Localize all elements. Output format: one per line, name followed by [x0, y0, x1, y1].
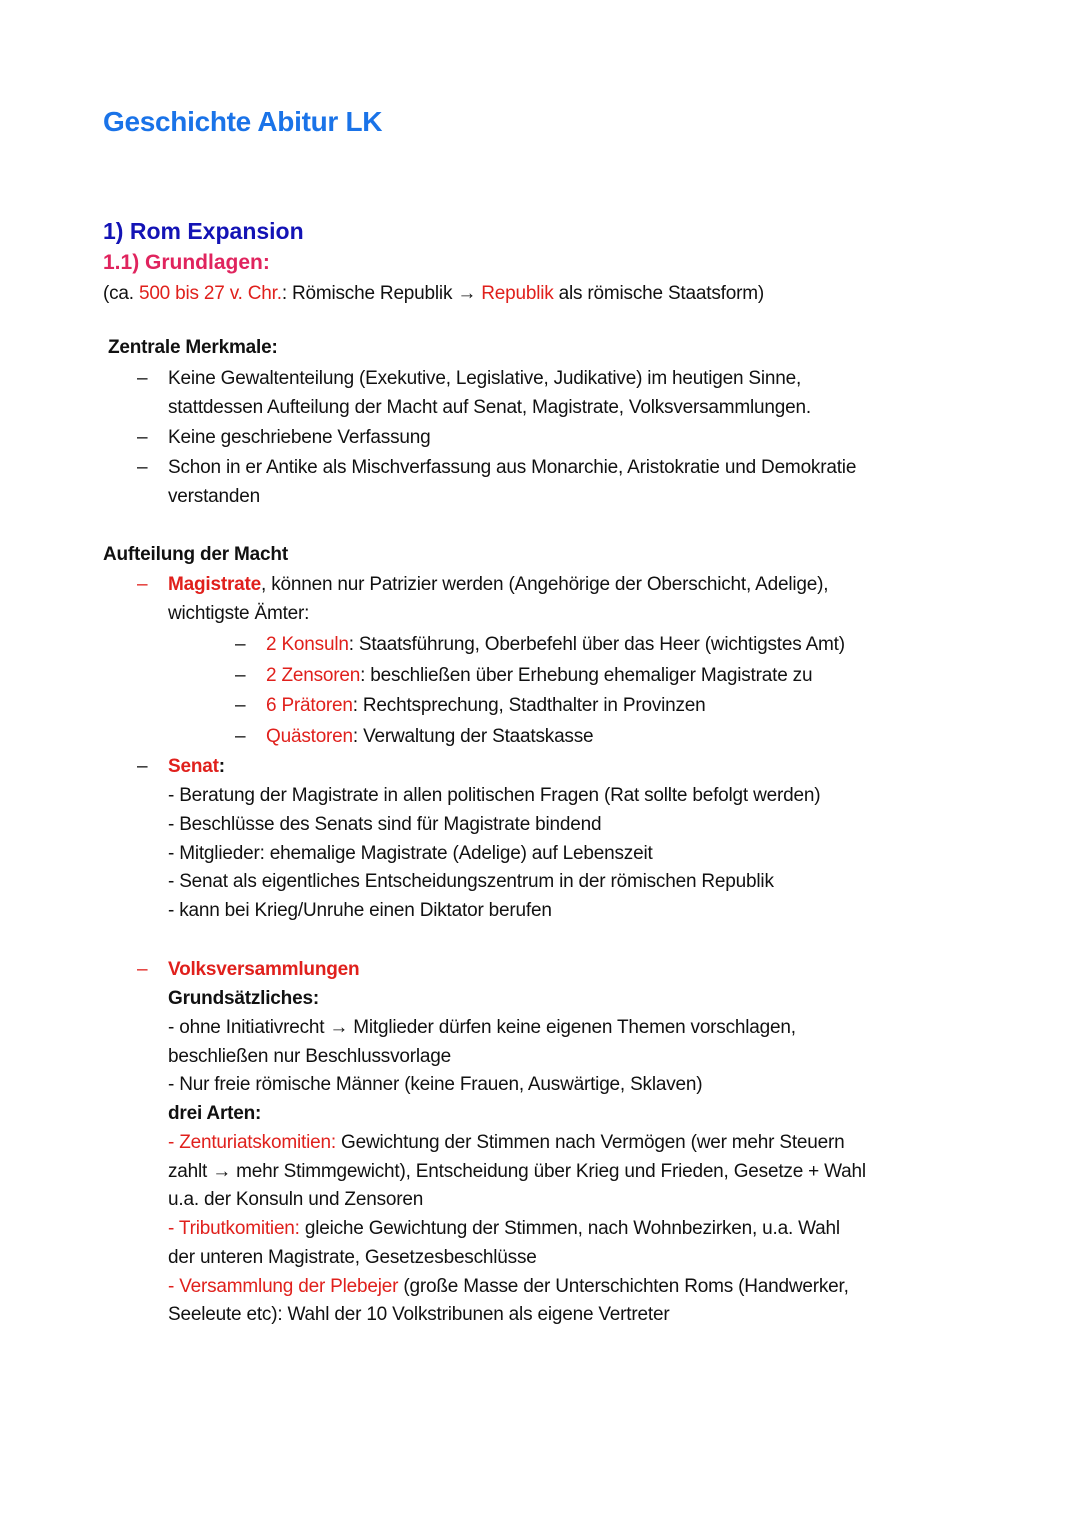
magistrate-line: Magistrate, können nur Patrizier werden (Angehörige der Oberschicht, Adelige),: [168, 574, 829, 595]
art-item: Seeleute etc): Wahl der 10 Volkstribunen als eigene Vertreter: [168, 1304, 670, 1325]
bullet-dash: –: [235, 665, 246, 686]
macht-heading: Aufteilung der Macht: [103, 544, 288, 565]
bullet-dash: –: [137, 756, 148, 777]
senat-item: - Senat als eigentliches Entscheidungszentrum in der römischen Republik: [168, 871, 774, 892]
grund-heading: Grundsätzliches:: [168, 988, 319, 1009]
bullet-dash: –: [137, 457, 148, 478]
art-item: - Tributkomitien: gleiche Gewichtung der Stimmen, nach Wohnbezirken, u.a. Wahl: [168, 1218, 840, 1239]
merkmal-text: Keine geschriebene Verfassung: [168, 427, 431, 448]
bullet-dash: –: [235, 634, 246, 655]
senat-heading: Senat:: [168, 756, 225, 777]
amt-item: 2 Zensoren: beschließen über Erhebung ehemaliger Magistrate zu: [266, 665, 813, 686]
magistrate-line: wichtigste Ämter:: [168, 603, 310, 624]
art-item: zahlt → mehr Stimmgewicht), Entscheidung über Krieg und Frieden, Gesetze + Wahl: [168, 1161, 866, 1182]
grund-item: beschließen nur Beschlussvorlage: [168, 1046, 451, 1067]
art-item: u.a. der Konsuln und Zensoren: [168, 1189, 424, 1210]
bullet-dash: –: [137, 427, 148, 448]
bullet-dash: –: [137, 574, 148, 595]
arten-heading: drei Arten:: [168, 1103, 262, 1124]
section-heading: 1) Rom Expansion: [103, 218, 304, 244]
intro-line: (ca. 500 bis 27 v. Chr.: Römische Republik → Republik als römische Staatsform): [103, 283, 764, 304]
senat-item: - Beratung der Magistrate in allen politischen Fragen (Rat sollte befolgt werden): [168, 785, 821, 806]
document-title: Geschichte Abitur LK: [103, 106, 383, 137]
senat-item: - Mitglieder: ehemalige Magistrate (Adelige) auf Lebenszeit: [168, 843, 653, 864]
bullet-dash: –: [235, 695, 246, 716]
grund-item: - ohne Initiativrecht → Mitglieder dürfen keine eigenen Themen vorschlagen,: [168, 1017, 796, 1038]
merkmal-text: verstanden: [168, 486, 261, 507]
bullet-dash: –: [137, 959, 148, 980]
amt-item: Quästoren: Verwaltung der Staatskasse: [266, 726, 594, 747]
senat-item: - kann bei Krieg/Unruhe einen Diktator berufen: [168, 900, 552, 921]
merkmal-text: stattdessen Aufteilung der Macht auf Senat, Magistrate, Volksversammlungen.: [168, 397, 811, 418]
art-item: - Zenturiatskomitien: Gewichtung der Stimmen nach Vermögen (wer mehr Steuern: [168, 1132, 845, 1153]
art-item: - Versammlung der Plebejer (große Masse der Unterschichten Roms (Handwerker,: [168, 1276, 849, 1297]
art-item: der unteren Magistrate, Gesetzesbeschlüsse: [168, 1247, 537, 1268]
amt-item: 6 Prätoren: Rechtsprechung, Stadthalter in Provinzen: [266, 695, 706, 716]
amt-item: 2 Konsuln: Staatsführung, Oberbefehl über das Heer (wichtigstes Amt): [266, 634, 845, 655]
bullet-dash: –: [137, 368, 148, 389]
senat-item: - Beschlüsse des Senats sind für Magistrate bindend: [168, 814, 602, 835]
merkmale-heading: Zentrale Merkmale:: [108, 337, 278, 358]
grund-item: - Nur freie römische Männer (keine Frauen, Auswärtige, Sklaven): [168, 1074, 703, 1095]
merkmal-text: Schon in er Antike als Mischverfassung aus Monarchie, Aristokratie und Demokratie: [168, 457, 857, 478]
merkmal-text: Keine Gewaltenteilung (Exekutive, Legislative, Judikative) im heutigen Sinne,: [168, 368, 802, 389]
volk-heading: Volksversammlungen: [168, 959, 360, 980]
subsection-heading: 1.1) Grundlagen:: [103, 251, 270, 274]
bullet-dash: –: [235, 726, 246, 747]
